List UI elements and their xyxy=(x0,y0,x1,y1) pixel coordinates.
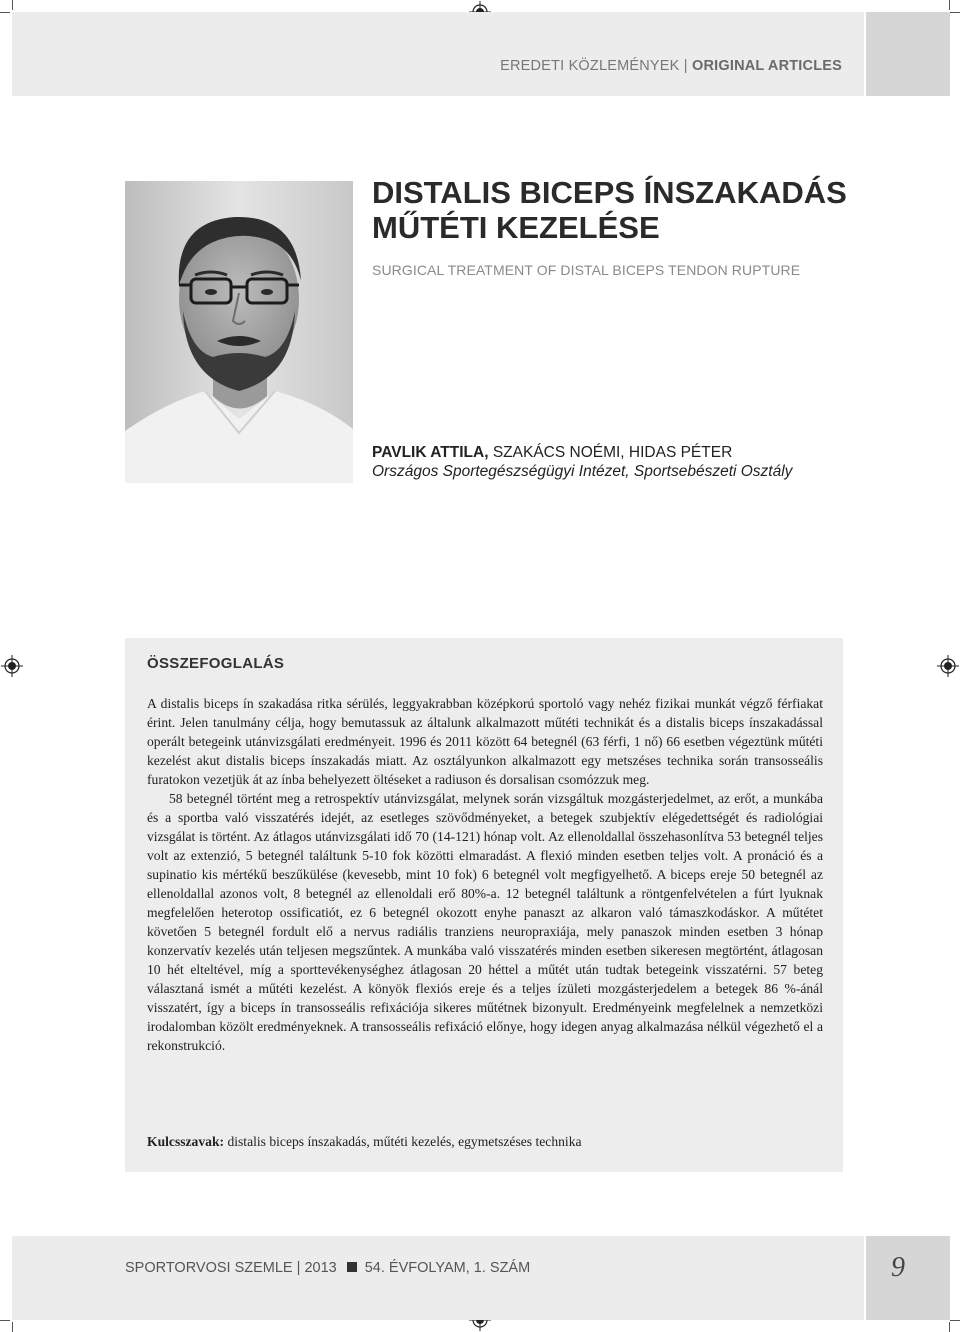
crop-line xyxy=(949,1322,950,1332)
page-number: 9 xyxy=(891,1252,905,1283)
first-author: PAVLIK ATTILA, xyxy=(372,444,489,461)
article-title xyxy=(372,175,852,245)
footer-band xyxy=(12,1236,864,1320)
co-authors: SZAKÁCS NOÉMI, HIDAS PÉTER xyxy=(488,444,733,461)
journal-volume: 54. ÉVFOLYAM, 1. SZÁM xyxy=(364,1260,531,1276)
footer-journal-info xyxy=(125,1260,530,1276)
keywords-list: distalis biceps ínszakadás, műtéti kezelés, egymetszéses technika xyxy=(224,1134,582,1149)
square-bullet-icon xyxy=(347,1262,357,1272)
author-list xyxy=(372,444,852,462)
crop-line xyxy=(0,1320,10,1321)
crop-line xyxy=(950,12,960,13)
section-label-en: ORIGINAL ARTICLES xyxy=(691,58,842,74)
section-separator: | xyxy=(683,58,688,74)
header-corner-block xyxy=(866,12,950,96)
registration-mark-left-icon xyxy=(1,655,23,677)
crop-line xyxy=(949,0,950,10)
abstract-heading: ÖSSZEFOGLALÁS xyxy=(147,655,285,672)
section-label xyxy=(500,58,842,74)
section-label-hu: EREDETI KÖZLEMÉNYEK xyxy=(500,58,680,74)
crop-line xyxy=(12,1322,13,1332)
footer-separator: | xyxy=(296,1260,301,1276)
article-subtitle: SURGICAL TREATMENT OF DISTAL BICEPS TENDON RUPTURE xyxy=(372,262,801,278)
crop-line xyxy=(950,1320,960,1321)
crop-line xyxy=(12,0,13,10)
title-line-2: MŰTÉTI KEZELÉSE xyxy=(372,210,660,245)
abstract-paragraph-2: 58 betegnél történt meg a retrospektív utánvizsgálat, melynek során vizsgáltuk mozgásterjedelmet, az erőt, a munkába és a sportba való visszatérés idejét, az esetleges szövődményeket, a betegek szubjektív elégedettségét és radiológiai vizsgálat is történt. Az átlagos utánvizsgálati idő 70 (14-121) hónap volt. Az ellenoldallal összehasonlítva 53 betegnél teljes volt az extenzió, 5 betegnél találtunk 5-10 fok közötti elmaradást. A flexió minden esetben teljes volt. A pronáció és a supinatio kis mértékű beszűkülése (kevesebb, mint 10 fok) 6 betegnél volt megfigyelhető. A biceps ereje 50 betegnél az ellenoldallal azonos volt, 8 betegnél az ellenoldali erő 80%-a. 12 betegnél találtunk a röntgenfelvételen a fúrt lyuknak megfelelően heterotop ossificatiót, ez 6 betegnél okozott enyhe panaszt az alkaron való támaszkodáskor. A műtétet követően 5 betegnél fordult elő a nervus radiális tranziens neuropraxiája, mely panaszok minden esetben 3 hónap konzervatív kezelés után teljesen megszűntek. A munkába való visszatérés minden esetben sikeresen megtörtént, átlagosan 10 hét elteltével, míg a sporttevékenységhez átlagosan 20 héttel a műtét után tudtak betegeink visszatérni. 57 beteg választaná ismét a műtéti kezelést. A könyök flexiós ereje és a teljes ízületi mozgásterjedelem a betegek 86 %-ánál visszatért, így a biceps ín transosseális refixációja sikeres műtétnek bizonyult. Eredményeink megfelelnek a nemzetközi irodalomban közölt eredményeknek. A transosseális refixáció előnye, hogy idegen anyag alkalmazása nélkül végezhető el a rekonstrukció. xyxy=(147,791,823,1053)
header-band xyxy=(12,12,864,96)
abstract-body xyxy=(147,694,823,1055)
author-photo xyxy=(125,181,353,483)
title-line-1: DISTALIS BICEPS ÍNSZAKADÁS xyxy=(372,175,847,210)
author-institution: Országos Sportegészségügyi Intézet, Sportsebészeti Osztály xyxy=(372,463,793,480)
keywords-label: Kulcsszavak: xyxy=(147,1134,225,1149)
registration-mark-right-icon xyxy=(937,655,959,677)
abstract-paragraph-1: A distalis biceps ín szakadása ritka sérülés, leggyakrabban középkorú sportoló vagy nehéz fizikai munkát végző férfiakat érint. Jelen tanulmány célja, hogy bemutassuk az általunk alkalmazott műtéti technikát és a distalis biceps ínszakadással operált betegeink utánvizsgálati eredményeit. 1996 és 2011 között 64 betegnél (63 férfi, 1 nő) 66 esetben végeztünk műtéti kezelést akut distalis biceps ínszakadás miatt. Az osztályunkon alkalmazott egy metszéses technika során transosseális furatokon vezetjük át az ínba behelyezett öltéseket a radiuson és dorsalisan csomózzuk meg. xyxy=(147,696,823,787)
journal-name: SPORTORVOSI SZEMLE xyxy=(125,1260,293,1276)
keywords xyxy=(147,1134,823,1150)
journal-year: 2013 xyxy=(304,1260,337,1276)
crop-line xyxy=(0,12,10,13)
